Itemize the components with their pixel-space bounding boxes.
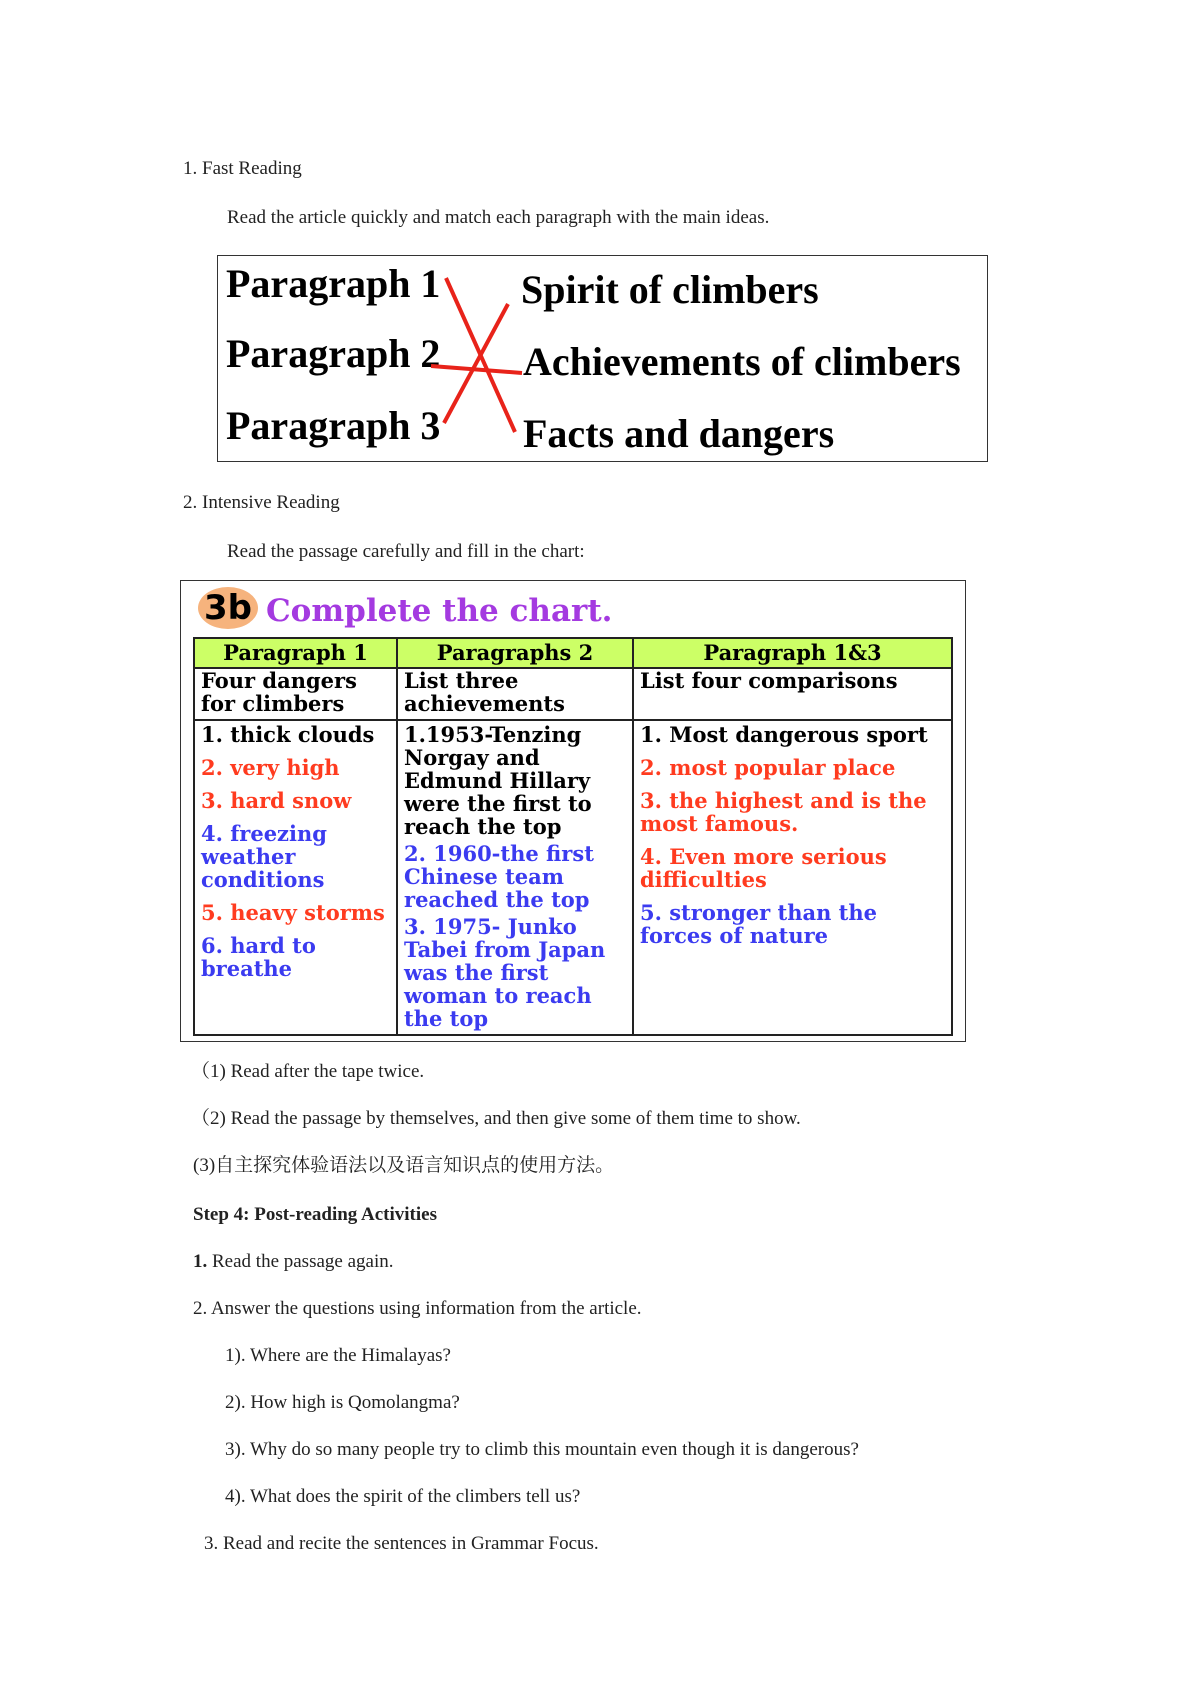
comparison-item: 4. Even more serious difficulties: [640, 844, 887, 892]
comparison-item: 1. Most dangerous sport: [640, 722, 928, 747]
dangers-cell: [194, 720, 397, 1035]
comparison-item: 2. most popular place: [640, 755, 896, 780]
question: 1). Where are the Himalayas?: [225, 1345, 451, 1366]
question: 3). Why do so many people try to climb this mountain even though it is dangerous?: [225, 1439, 859, 1460]
exercise-badge: 3b: [198, 587, 258, 629]
column-subheader: List four comparisons: [633, 668, 952, 720]
column-header: Paragraphs 2: [397, 638, 633, 668]
main-idea-label: Achievements of climbers: [523, 339, 961, 384]
section-heading-intensive-reading: 2. Intensive Reading: [183, 492, 340, 513]
match-line: [431, 366, 522, 373]
paragraph-label: Paragraph 3: [226, 403, 441, 448]
achievements-cell: [397, 720, 633, 1035]
danger-item: 4. freezing weather conditions: [201, 821, 327, 892]
chart-title: Complete the chart.: [266, 593, 613, 629]
comparison-item: 5. stronger than the forces of nature: [640, 900, 877, 948]
danger-item: 6. hard to breathe: [201, 933, 316, 981]
step-text: （1) Read after the tape twice.: [191, 1061, 425, 1082]
column-subheader: List three achievements: [397, 668, 633, 720]
question: 2). How high is Qomolangma?: [225, 1392, 460, 1413]
danger-item: 2. very high: [201, 755, 340, 780]
step-text: (3)自主探究体验语法以及语言知识点的使用方法。: [193, 1155, 615, 1176]
paragraph-matching-figure: [217, 255, 988, 462]
column-subheader: Four dangers for climbers: [194, 668, 397, 720]
step4-item-1: [193, 1250, 393, 1274]
step4-item-3: 3. Read and recite the sentences in Grammar Focus.: [204, 1533, 599, 1554]
paragraph-label: Paragraph 1: [226, 261, 441, 306]
danger-item: 1. thick clouds: [201, 722, 375, 747]
step-text: （2) Read the passage by themselves, and then give some of them time to show.: [191, 1108, 801, 1129]
complete-the-chart-figure: [180, 580, 966, 1042]
column-header: Paragraph 1&3: [633, 638, 952, 668]
matching-lines: [218, 256, 989, 463]
item-number: 1.: [193, 1251, 208, 1272]
achievement-item: 3. 1975- Junko Tabei from Japan was the first woman to reach the top: [404, 914, 606, 1031]
main-idea-label: Facts and dangers: [523, 411, 835, 456]
danger-item: 5. heavy storms: [201, 900, 385, 925]
question: 4). What does the spirit of the climbers tell us?: [225, 1486, 581, 1507]
comparison-item: 3. the highest and is the most famous.: [640, 788, 927, 836]
main-idea-label: Spirit of climbers: [521, 267, 819, 312]
comparisons-cell: [633, 720, 952, 1035]
fast-reading-instruction: Read the article quickly and match each paragraph with the main ideas.: [227, 207, 770, 228]
achievement-item: 1.1953-Tenzing Norgay and Edmund Hillary were the first to reach the top: [404, 722, 592, 839]
danger-item: 3. hard snow: [201, 788, 352, 813]
intensive-reading-instruction: Read the passage carefully and fill in the chart:: [227, 541, 585, 562]
item-text: Read the passage again.: [207, 1251, 394, 1272]
step4-item-2: 2. Answer the questions using information from the article.: [193, 1298, 642, 1319]
achievement-item: 2. 1960-the first Chinese team reached the top: [404, 841, 594, 912]
column-header: Paragraph 1: [194, 638, 397, 668]
match-line: [444, 304, 508, 423]
section-heading-fast-reading: 1. Fast Reading: [183, 158, 302, 179]
paragraph-label: Paragraph 2: [226, 331, 441, 376]
comparison-chart: [193, 637, 953, 1036]
step4-heading: Step 4: Post-reading Activities: [193, 1204, 437, 1225]
